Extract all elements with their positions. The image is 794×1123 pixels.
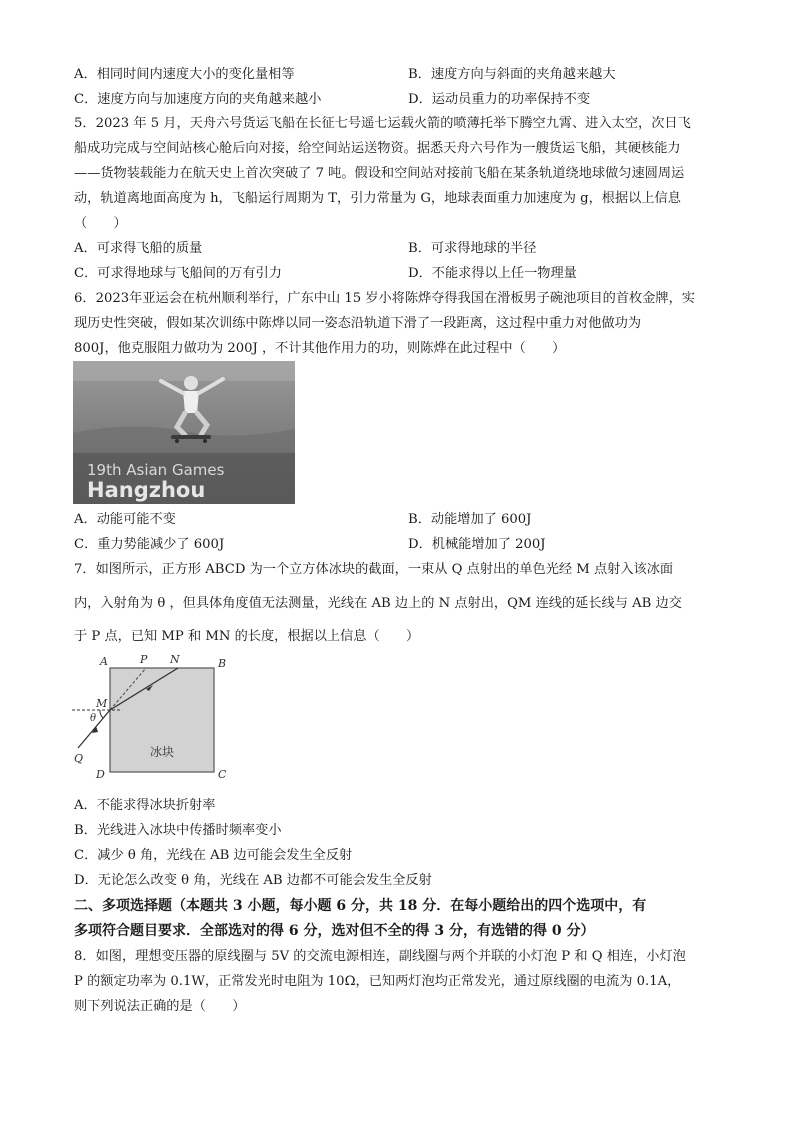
q8-stem-line: 8．如图，理想变压器的原线圈与 5V 的交流电源相连，副线圈与两个并联的小灯泡 P 和 Q 相连，小灯泡 [74, 949, 686, 964]
ice-cube-diagram [70, 652, 240, 782]
label-c: C [218, 768, 227, 781]
q7-stem-line: 于 P 点，已知 MP 和 MN 的长度，根据以上信息（ ） [74, 629, 420, 644]
ice-cube-diagram-graphic [70, 652, 240, 782]
q7-option-b[interactable]: B．光线进入冰块中传播时频率变小 [74, 823, 282, 838]
q4-option-a[interactable]: A．相同时间内速度大小的变化量相等 [74, 67, 295, 82]
q4-option-c[interactable]: C．速度方向与加速度方向的夹角越来越小 [74, 92, 322, 107]
q5-stem-line: 动，轨道离地面高度为 h，飞船运行周期为 T，引力常量为 G，地球表面重力加速度为 g，根据以上信息 [74, 191, 681, 206]
q6-option-a[interactable]: A．动能可能不变 [74, 512, 176, 527]
q5-options-row-1 [74, 236, 726, 261]
q7-option-d[interactable]: D．无论怎么改变 θ 角，光线在 AB 边都不可能会发生全反射 [74, 873, 432, 888]
q8-stem-line: P 的额定功率为 0.1W，正常发光时电阻为 10Ω，已知两灯泡均正常发光，通过原线圈的电流为 0.1A， [74, 974, 681, 989]
q7-stem-line: 7．如图所示，正方形 ABCD 为一个立方体冰块的截面，一束从 Q 点射出的单色光经 M 点射入该冰面 [74, 562, 674, 577]
q8-stem-line: 则下列说法正确的是（ ） [74, 999, 246, 1014]
section2-heading-line-2: 多项符合题目要求．全部选对的得 6 分，选对但不全的得 3 分，有选错的得 0 分） [74, 923, 595, 939]
q4-options-row-1 [74, 62, 726, 87]
q5-answer-blank: （ ） [74, 216, 127, 231]
skateboard-photo [73, 361, 295, 504]
q6-options-row-2 [74, 532, 726, 557]
theta-arc [100, 710, 103, 718]
q5-option-a[interactable]: A．可求得飞船的质量 [74, 241, 203, 256]
q5-stem-line: 船成功完成与空间站核心舱后向对接，给空间站运送物资。据悉天舟六号作为一艘货运飞船，其硬核能力 [74, 141, 681, 156]
label-p: P [140, 653, 148, 666]
q6-option-d[interactable]: D．机械能增加了 200J [408, 537, 546, 552]
q4-option-b[interactable]: B．速度方向与斜面的夹角越来越大 [408, 67, 616, 82]
q6-stem-line: 6．2023年亚运会在杭州顺利举行，广东中山 15 岁小将陈烨夺得我国在滑板男子碗池项目的首枚金牌，实 [74, 291, 695, 306]
q5-option-c[interactable]: C．可求得地球与飞船间的万有引力 [74, 266, 282, 281]
q7-stem-line: 内，入射角为 θ ，但具体角度值无法测量，光线在 AB 边上的 N 点射出，QM 连线的延长线与 AB 边交 [74, 596, 682, 611]
q7-option-c[interactable]: C．减少 θ 角，光线在 AB 边可能会发生全反射 [74, 848, 353, 863]
label-d: D [96, 768, 105, 781]
q4-option-d[interactable]: D．运动员重力的功率保持不变 [408, 92, 591, 107]
q4-options-row-2 [74, 87, 726, 112]
q7-option-a[interactable]: A．不能求得冰块折射率 [74, 798, 216, 813]
label-b: B [218, 657, 227, 670]
q5-option-b[interactable]: B．可求得地球的半径 [408, 241, 537, 256]
q6-stem-line: 现历史性突破，假如某次训练中陈烨以同一姿态沿轨道下滑了一段距离，这过程中重力对他做功为 [74, 316, 642, 331]
q6-stem-line: 800J，他克服阻力做功为 200J ，不计其他作用力的功，则陈烨在此过程中（ ） [74, 341, 566, 356]
label-q: Q [74, 752, 84, 765]
label-a: A [100, 655, 108, 668]
label-m: M [96, 697, 108, 710]
skateboard-photo-graphic [73, 361, 295, 504]
q5-stem-line: 5．2023 年 5 月，天舟六号货运飞船在长征七号遥七运载火箭的喷薄托举下腾空九霄、进入太空，次日飞 [74, 116, 691, 131]
label-ice: 冰块 [150, 745, 175, 759]
photo-caption-line-2: Hangzhou [87, 478, 206, 502]
photo-caption-line-1: 19th Asian Games [87, 461, 225, 479]
q5-stem-line: ——货物装载能力在航天史上首次突破了 7 吨。假设和空间站对接前飞船在某条轨道绕地球做匀速圆周运 [74, 166, 685, 181]
section2-heading-line-1: 二、多项选择题（本题共 3 小题，每小题 6 分，共 18 分．在每小题给出的四个选项中，有 [74, 898, 647, 914]
q5-option-d[interactable]: D．不能求得以上任一物理量 [408, 266, 577, 281]
label-n: N [170, 653, 180, 666]
q5-options-row-2 [74, 261, 726, 286]
q6-option-b[interactable]: B．动能增加了 600J [408, 512, 532, 527]
label-theta: θ [90, 713, 97, 724]
q6-option-c[interactable]: C．重力势能减少了 600J [74, 537, 225, 552]
q6-options-row-1 [74, 507, 726, 532]
